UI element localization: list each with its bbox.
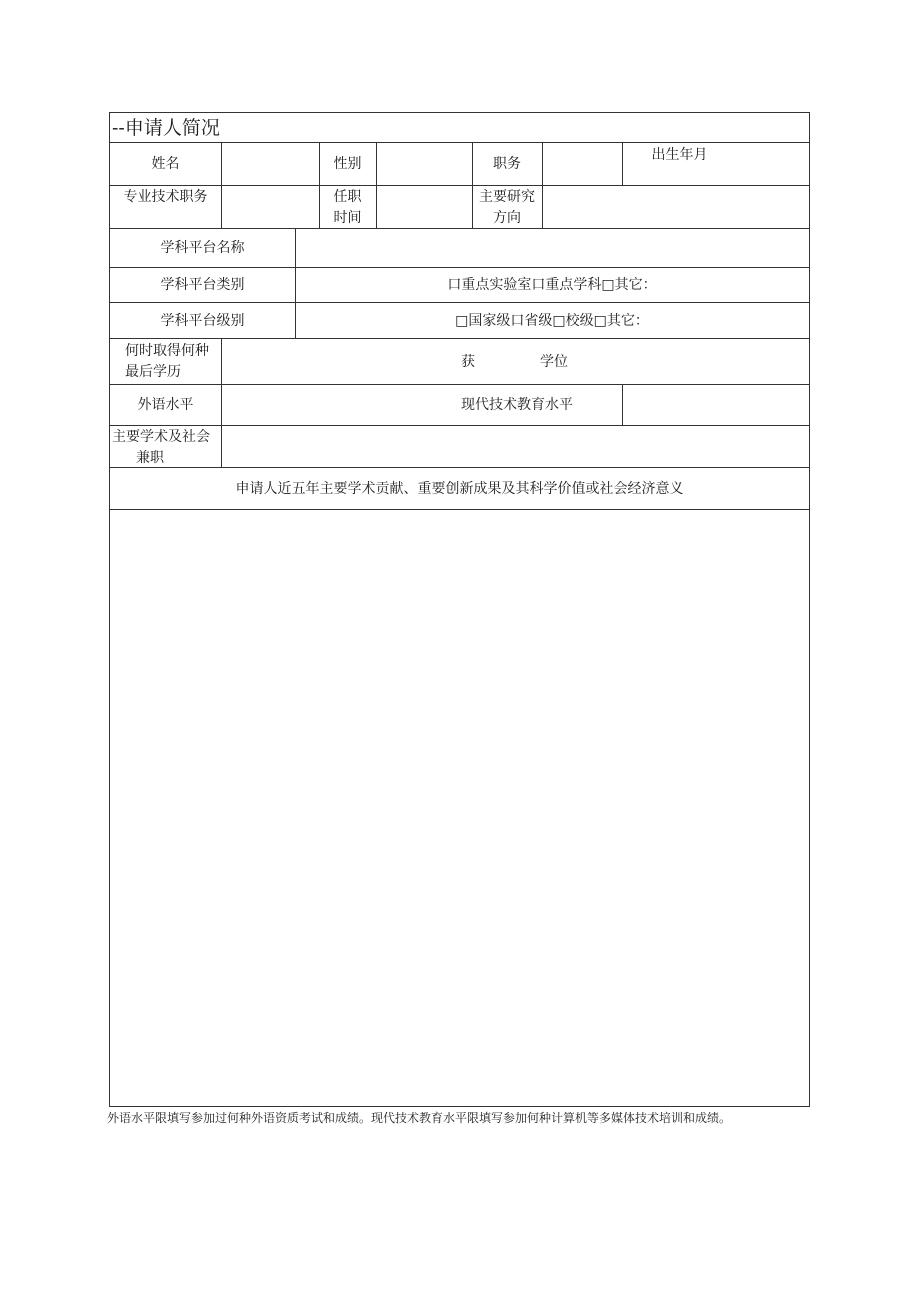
degree-obtained-text: 获 [461, 354, 475, 370]
research-label-line2: 方向 [493, 210, 521, 226]
row-divider [110, 185, 809, 186]
col-divider [376, 142, 377, 228]
col-divider [622, 384, 623, 425]
row-divider [110, 467, 809, 468]
degree-label-line2: 最后学历 [125, 364, 181, 380]
contributions-heading: 申请人近五年主要学术贡献、重要创新成果及其科学价值或社会经济意义 [235, 481, 684, 497]
modern-tech-label: 现代技术教育水平 [461, 397, 573, 413]
platform-level-options: □国家级口省级□校级□其它： [455, 313, 649, 329]
professional-title-label: 专业技术职务 [123, 189, 208, 205]
foreign-language-label: 外语水平 [137, 397, 194, 413]
row-divider [110, 267, 809, 268]
section-title: --申请人简况 [112, 117, 220, 139]
name-label: 姓名 [151, 156, 180, 172]
platform-type-label: 学科平台类别 [160, 277, 245, 293]
academic-posts-label-line1: 主要学术及社会 [112, 429, 210, 445]
platform-type-options: 口重点实验室口重点学科□其它： [447, 277, 657, 293]
birth-label: 出生年月 [651, 147, 708, 163]
position-label: 职务 [493, 156, 521, 172]
applicant-info-form [109, 112, 810, 1107]
row-divider [110, 384, 809, 385]
gender-label: 性别 [333, 156, 362, 172]
research-label-line1: 主要研究 [479, 189, 535, 205]
platform-level-label: 学科平台级别 [160, 313, 245, 329]
col-divider [542, 142, 543, 228]
platform-name-label: 学科平台名称 [160, 240, 245, 256]
footnote: 外语水平限填写参加过何种外语资质考试和成绩。现代技术教育水平限填写参加何种计算机等多媒体技术培训和成绩。 [107, 1111, 732, 1125]
row-divider [110, 425, 809, 426]
row-divider [110, 142, 809, 143]
row-divider [110, 338, 809, 339]
tenure-label-line1: 任职 [333, 189, 362, 205]
row-divider [110, 302, 809, 303]
degree-label-line1: 何时取得何种 [125, 343, 209, 359]
degree-unit-text: 学位 [540, 354, 568, 370]
col-divider [221, 142, 222, 228]
academic-posts-label-line2: 兼职 [136, 450, 164, 466]
row-divider [110, 228, 809, 229]
col-divider [221, 338, 222, 467]
tenure-label-line2: 时间 [333, 210, 362, 226]
row-divider [110, 509, 809, 510]
